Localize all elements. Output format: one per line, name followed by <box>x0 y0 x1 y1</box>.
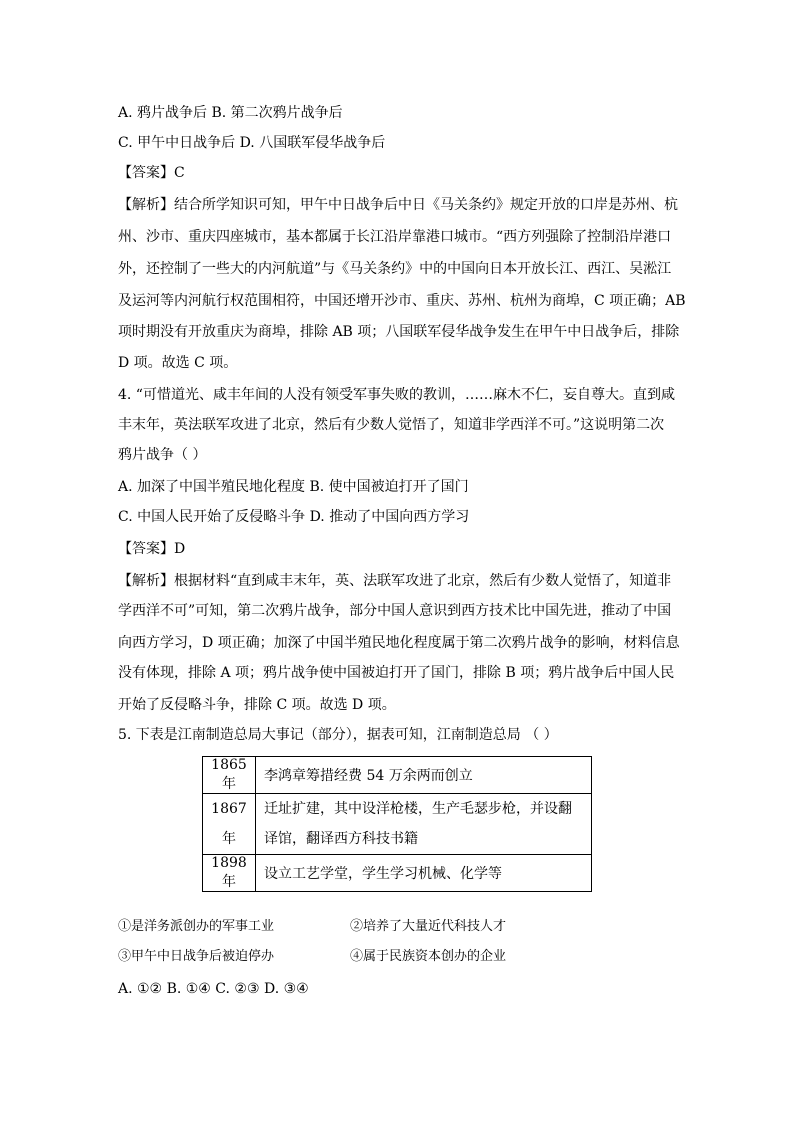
q4-analysis-line: 没有体现，排除 A 项；鸦片战争使中国被迫打开了国门，排除 B 项；鸦片战争后中国人民 <box>118 665 675 681</box>
q4-stem-line: 4. “可惜道光、咸丰年间的人没有领受军事失败的教训，……麻木不仁，妄自尊大。直到咸 <box>118 387 675 403</box>
q3-analysis-line: 【解析】结合所学知识可知，甲午中日战争后中日《马关条约》规定开放的口岸是苏州、杭 <box>118 197 678 213</box>
q3-analysis-line: 及运河等内河航行权范围相符，中国还增开沙市、重庆、苏州、杭州为商埠，C 项正确；AB <box>118 293 686 309</box>
event-text: 设立工艺学堂，学生学习机械、化学等 <box>264 866 502 882</box>
q5-statement-3: ③甲午中日战争后被迫停办 <box>118 949 275 964</box>
q3-analysis-line: D 项。故选 C 项。 <box>118 355 238 371</box>
q3-answer: 【答案】C <box>118 165 185 181</box>
event-cell <box>256 794 592 855</box>
q4-options-row1: A. 加深了中国半殖民地化程度 B. 使中国被迫打开了国门 <box>118 479 469 495</box>
q4-answer: 【答案】D <box>118 541 186 557</box>
table-row <box>203 855 592 892</box>
event-cell <box>256 757 592 794</box>
events-table <box>202 756 592 892</box>
q5-statement-1: ①是洋务派创办的军事工业 <box>118 919 275 934</box>
q4-analysis-line: 【解析】根据材料“直到咸丰末年，英、法联军攻进了北京，然后有少数人觉悟了，知道非 <box>118 573 672 589</box>
q4-analysis-line: 开始了反侵略斗争，排除 C 项。故选 D 项。 <box>118 697 396 713</box>
q4-analysis-line: 向西方学习，D 项正确；加深了中国半殖民地化程度属于第二次鸦片战争的影响，材料信息 <box>118 635 680 651</box>
year-cell: 1867年 <box>203 794 256 855</box>
q3-analysis-line: 州、沙市、重庆四座城市，基本都属于长江沿岸靠港口城市。“西方列强除了控制沿岸港口 <box>118 229 672 245</box>
q3-analysis-line: 外，还控制了一些大的内河航道”与《马关条约》中的中国向日本开放长江、西江、吴淞江 <box>118 261 672 277</box>
q4-options-row2: C. 中国人民开始了反侵略斗争 D. 推动了中国向西方学习 <box>118 509 470 525</box>
q5-statement-4: ④属于民族资本创办的企业 <box>350 949 507 964</box>
q3-options-row1: A. 鸦片战争后 B. 第二次鸦片战争后 <box>118 105 343 121</box>
q5-options: A. ①② B. ①④ C. ②③ D. ③④ <box>118 981 309 997</box>
table-row <box>203 757 592 794</box>
event-text: 译馆，翻译西方科技书籍 <box>264 831 418 847</box>
event-text: 迁址扩建，其中设洋枪楼，生产毛瑟步枪，并设翻 <box>264 801 572 817</box>
q4-analysis-line: 学西洋不可”可知，第二次鸦片战争，部分中国人意识到西方技术比中国先进，推动了中国 <box>118 603 672 619</box>
q5-statement-2: ②培养了大量近代科技人才 <box>350 919 507 934</box>
q3-options-row2: C. 甲午中日战争后 D. 八国联军侵华战争后 <box>118 135 386 151</box>
table-row <box>203 794 592 855</box>
q3-analysis-line: 项时期没有开放重庆为商埠，排除 AB 项；八国联军侵华战争发生在甲午中日战争后，排除 <box>118 324 680 340</box>
q5-stem: 5. 下表是江南制造总局大事记（部分），据表可知，江南制造总局 （ ） <box>118 727 558 743</box>
event-cell <box>256 855 592 892</box>
year-cell: 1898年 <box>203 855 256 892</box>
q4-stem-line: 丰末年，英法联军攻进了北京，然后有少数人觉悟了，知道非学西洋不可。”这说明第二次 <box>118 417 665 433</box>
event-text: 李鸿章筹措经费 54 万余两而创立 <box>264 768 473 784</box>
q4-stem-line: 鸦片战争（ ） <box>118 447 207 463</box>
year-cell: 1865年 <box>203 757 256 794</box>
